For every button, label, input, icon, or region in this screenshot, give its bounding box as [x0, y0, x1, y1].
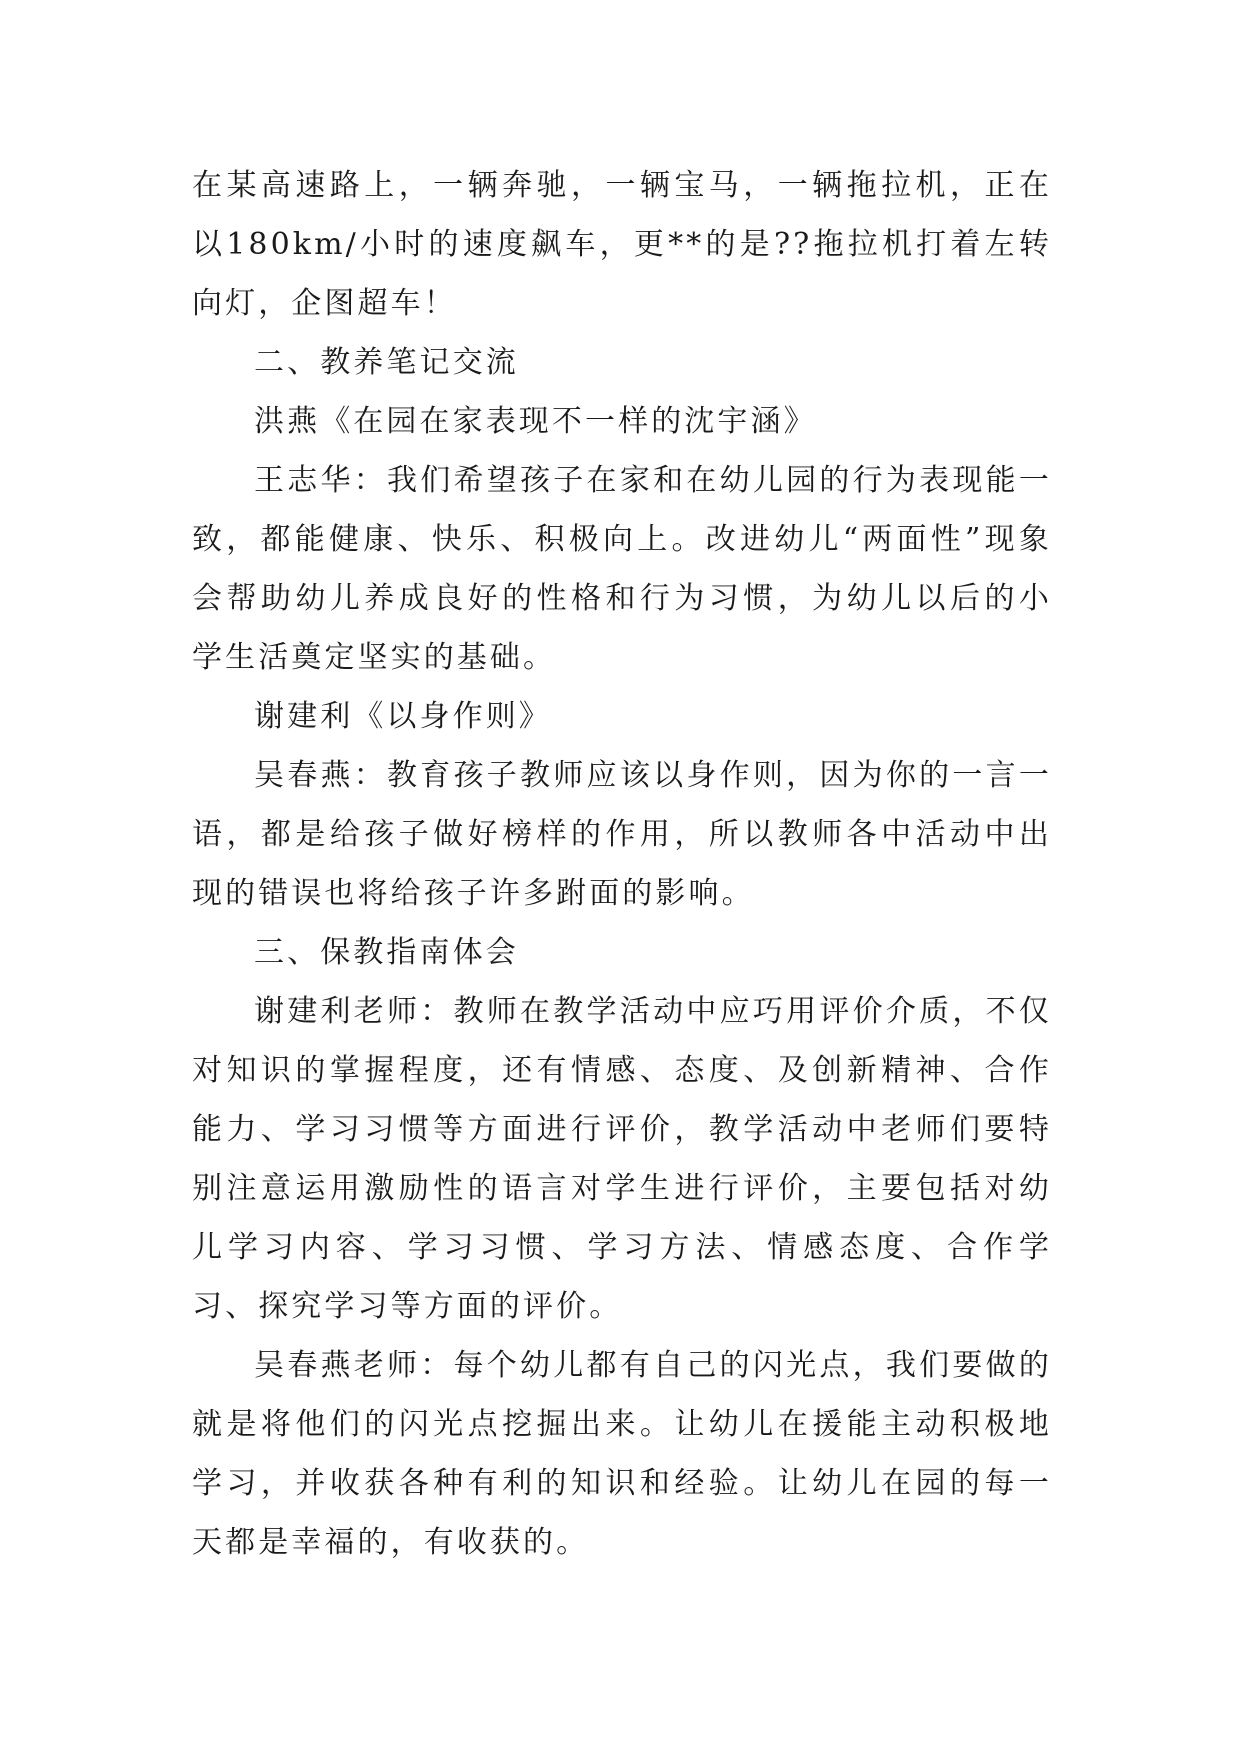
section-heading-guide-reflection: 三、保教指南体会 — [254, 935, 519, 970]
paragraph-comment-wuchunyan: 吴春燕：教育孩子教师应该以身作则，因为你的一言一语，都是给孩子做好榜样的作用，所以教师各中活动中出现的错误也将给孩子许多跗面的影响。 — [192, 758, 1052, 911]
paragraph-note-title-hongyan: 洪燕《在园在家表现不一样的沈宇涵》 — [254, 404, 817, 439]
paragraph-note-title-xiejianli: 谢建利《以身作则》 — [254, 699, 552, 734]
paragraph-joke: 在某高速路上，一辆奔驰，一辆宝马，一辆拖拉机，正在以180km/小时的速度飙车，更**的是??拖拉机打着左转向灯，企图超车！ — [192, 168, 1052, 321]
document-body — [192, 156, 1052, 1572]
paragraph-reflection-xiejianli: 谢建利老师：教师在教学活动中应巧用评价介质，不仅对知识的掌握程度，还有情感、态度、及创新精神、合作能力、学习习惯等方面进行评价，教学活动中老师们要特别注意运用激励性的语言对学生进行评价，主要包括对幼儿学习内容、学习习惯、学习方法、情感态度、合作学习、探究学习等方面的评价。 — [192, 994, 1052, 1324]
section-heading-notes-exchange: 二、教养笔记交流 — [254, 345, 519, 380]
paragraph-comment-wangzhihua: 王志华：我们希望孩子在家和在幼儿园的行为表现能一致，都能健康、快乐、积极向上。改进幼儿“两面性”现象会帮助幼儿养成良好的性格和行为习惯，为幼儿以后的小学生活奠定坚实的基础。 — [192, 463, 1052, 675]
paragraph-reflection-wuchunyan: 吴春燕老师：每个幼儿都有自己的闪光点，我们要做的就是将他们的闪光点挖掘出来。让幼儿在援能主动积极地学习，并收获各种有利的知识和经验。让幼儿在园的每一天都是幸福的，有收获的。 — [192, 1348, 1052, 1560]
